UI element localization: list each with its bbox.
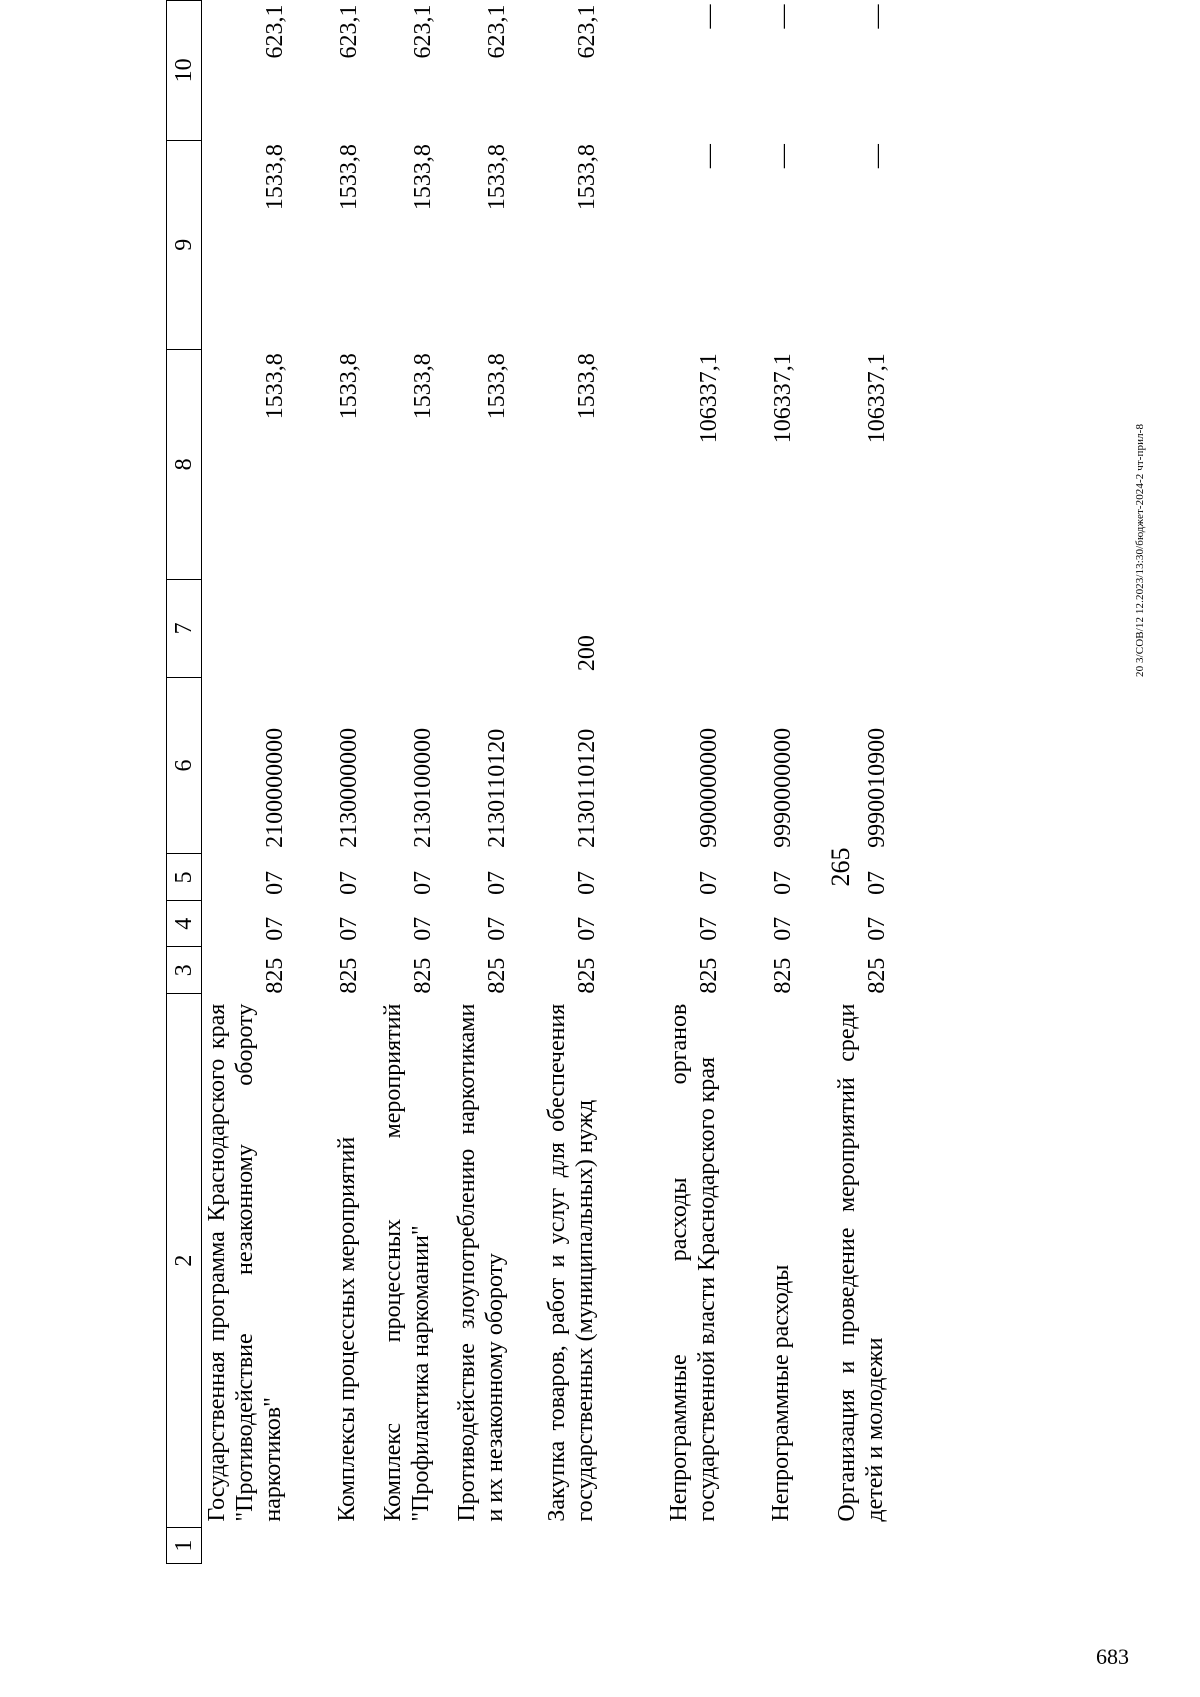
amount-col8-cell: 1533,8 [336, 353, 363, 420]
ministry-code-cell: 825 [696, 957, 723, 994]
expense-name-cell: Комплекс процессных мероприятий "Профилактика наркомании" [380, 1003, 435, 1522]
amount-col8-cell: 1533,8 [410, 353, 437, 420]
section-code-cell: 07 [696, 916, 723, 941]
column-header-8: 8 [167, 349, 202, 579]
amount-col8-cell: 1533,8 [262, 353, 289, 420]
sheet-number: 683 [1096, 1644, 1129, 1669]
subsection-code-cell: 07 [864, 870, 891, 895]
column-header-9: 9 [167, 140, 202, 349]
column-header-4: 4 [167, 901, 202, 947]
section-code-cell: 07 [864, 916, 891, 941]
subsection-code-cell: 07 [696, 870, 723, 895]
amount-col8-cell: 106337,1 [696, 353, 723, 444]
section-code-cell: 07 [410, 916, 437, 941]
expense-name-cell: Непрограммные расходы органов государственной власти Краснодарского края [666, 1003, 721, 1522]
amount-col8-cell: 1533,8 [484, 353, 511, 420]
amount-col10-cell: 623,1 [336, 4, 363, 59]
column-header-3: 3 [167, 947, 202, 994]
target-article-cell: 2100000000 [262, 727, 289, 848]
expense-type-cell [364, 579, 438, 677]
expense-name-cell: Непрограммные расходы [768, 1264, 795, 1522]
expense-name-cell: Противодействие злоупотреблению наркотиками и их незаконному обороту [454, 1003, 509, 1522]
amount-col8-cell: 1533,8 [574, 353, 601, 420]
column-header-2: 2 [167, 994, 202, 1528]
ministry-code-cell: 825 [262, 957, 289, 994]
amount-col10-cell: 623,1 [262, 4, 289, 59]
target-article-cell: 9900000000 [696, 727, 723, 848]
subsection-code-cell: 07 [336, 870, 363, 895]
table-row [364, 1, 438, 1564]
footer-document-code: 20 3/СОВ/12 12.2023/13:30/бюджет-2024-2 чт-прил-8 [1134, 423, 1146, 677]
table-body [202, 1, 892, 1564]
expense-type-cell [290, 579, 364, 677]
target-article-cell: 2130100000 [410, 727, 437, 848]
column-header-10: 10 [167, 1, 202, 141]
expense-name-cell: Организация и проведение мероприятий среди детей и молодежи [834, 1003, 889, 1522]
amount-col9-cell: 1533,8 [410, 144, 437, 211]
amount-col10-cell: — [770, 4, 797, 29]
amount-col10-cell: — [696, 4, 723, 29]
subsection-code-cell: 07 [410, 870, 437, 895]
amount-col9-cell: 1533,8 [262, 144, 289, 211]
header-row [167, 1, 202, 1564]
expense-type-cell: 200 [574, 635, 601, 672]
table-header [167, 1, 202, 1564]
section-code-cell: 07 [336, 916, 363, 941]
expense-type-cell [602, 579, 724, 677]
amount-col10-cell: 623,1 [574, 4, 601, 59]
table-row [602, 1, 724, 1564]
amount-col9-cell: 1533,8 [336, 144, 363, 211]
target-article-cell: 2130000000 [336, 727, 363, 848]
row-index-cell [202, 1528, 290, 1564]
amount-col9-cell: — [770, 144, 797, 169]
table-row [724, 1, 798, 1564]
subsection-code-cell: 07 [484, 870, 511, 895]
expense-name-cell: Государственная программа Краснодарского края "Противодействие незаконному обороту наркотиков" [204, 1003, 287, 1522]
amount-col9-cell: — [864, 144, 891, 169]
column-header-5: 5 [167, 854, 202, 901]
amount-col9-cell: — [696, 144, 723, 169]
column-header-6: 6 [167, 677, 202, 854]
target-article-cell: 9990000000 [770, 727, 797, 848]
expense-name-cell: Комплексы процессных мероприятий [334, 1136, 361, 1522]
expense-type-cell [798, 579, 892, 677]
row-index-cell [438, 1528, 512, 1564]
ministry-code-cell: 825 [864, 957, 891, 994]
amount-col10-cell: — [864, 4, 891, 29]
amount-col9-cell: 1533,8 [574, 144, 601, 211]
target-article-cell: 9990010900 [864, 727, 891, 848]
amount-col10-cell: 623,1 [484, 4, 511, 59]
ministry-code-cell: 825 [484, 957, 511, 994]
target-article-cell: 2130110120 [574, 728, 601, 848]
ministry-code-cell: 825 [410, 957, 437, 994]
row-index-cell [290, 1528, 364, 1564]
column-header-7: 7 [167, 579, 202, 677]
table-row [512, 1, 602, 1564]
section-code-cell: 07 [574, 916, 601, 941]
ministry-code-cell: 825 [574, 957, 601, 994]
amount-col8-cell: 106337,1 [770, 353, 797, 444]
row-index-cell [724, 1528, 798, 1564]
table-row [438, 1, 512, 1564]
table-row [798, 1, 892, 1564]
row-index-cell [602, 1528, 724, 1564]
column-header-1: 1 [167, 1528, 202, 1564]
row-index-cell [364, 1528, 438, 1564]
row-index-cell [798, 1528, 892, 1564]
subsection-code-cell: 07 [770, 870, 797, 895]
section-code-cell: 07 [484, 916, 511, 941]
expense-type-cell [202, 579, 290, 677]
row-index-cell [512, 1528, 602, 1564]
expense-type-cell [438, 579, 512, 677]
target-article-cell: 2130110120 [484, 728, 511, 848]
subsection-code-cell: 07 [262, 870, 289, 895]
page-number: 265 [826, 847, 855, 887]
expense-type-cell [724, 579, 798, 677]
ministry-code-cell: 825 [770, 957, 797, 994]
budget-table [166, 0, 892, 1564]
expense-name-cell: Закупка товаров, работ и услуг для обеспечения государственных (муниципальных) нужд [544, 1003, 599, 1522]
table-row [290, 1, 364, 1564]
amount-col8-cell: 106337,1 [864, 353, 891, 444]
amount-col10-cell: 623,1 [410, 4, 437, 59]
ministry-code-cell: 825 [336, 957, 363, 994]
subsection-code-cell: 07 [574, 870, 601, 895]
amount-col9-cell: 1533,8 [484, 144, 511, 211]
section-code-cell: 07 [262, 916, 289, 941]
table-row [202, 1, 290, 1564]
section-code-cell: 07 [770, 916, 797, 941]
